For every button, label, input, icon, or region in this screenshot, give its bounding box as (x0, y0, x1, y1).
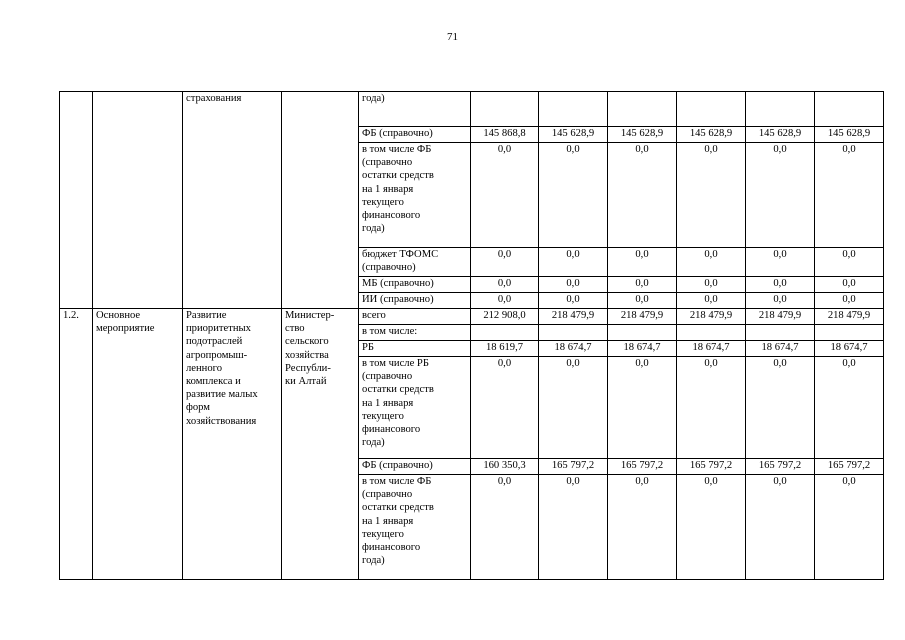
value-cell: 165 797,2 (815, 459, 884, 475)
value-cell: 145 628,9 (539, 127, 608, 143)
item-number-cell: 1.2. (60, 309, 93, 580)
value-cell (815, 92, 884, 127)
value-cell: 18 674,7 (539, 341, 608, 357)
value-cell: 0,0 (677, 293, 746, 309)
value-cell: 0,0 (608, 293, 677, 309)
value-cell: 0,0 (539, 277, 608, 293)
value-cell: 0,0 (746, 277, 815, 293)
value-cell: 0,0 (815, 475, 884, 580)
item-title-cell: страхования (183, 92, 282, 309)
value-cell: 0,0 (746, 248, 815, 277)
value-cell: 0,0 (471, 475, 539, 580)
value-cell: 218 479,9 (746, 309, 815, 325)
value-cell: 160 350,3 (471, 459, 539, 475)
value-cell: 18 619,7 (471, 341, 539, 357)
value-cell (746, 325, 815, 341)
value-cell: 0,0 (471, 277, 539, 293)
value-cell: 145 628,9 (608, 127, 677, 143)
funding-source-cell: бюджет ТФОМС (справочно) (359, 248, 471, 277)
value-cell: 0,0 (471, 293, 539, 309)
value-cell: 18 674,7 (746, 341, 815, 357)
value-cell: 165 797,2 (608, 459, 677, 475)
budget-table (59, 91, 884, 580)
value-cell: 0,0 (677, 277, 746, 293)
value-cell (539, 92, 608, 127)
value-cell: 18 674,7 (815, 341, 884, 357)
value-cell: 165 797,2 (746, 459, 815, 475)
value-cell: 218 479,9 (677, 309, 746, 325)
value-cell: 145 628,9 (677, 127, 746, 143)
value-cell (471, 325, 539, 341)
value-cell: 218 479,9 (608, 309, 677, 325)
value-cell: 18 674,7 (608, 341, 677, 357)
value-cell (815, 325, 884, 341)
value-cell: 0,0 (746, 475, 815, 580)
value-cell: 165 797,2 (677, 459, 746, 475)
value-cell: 0,0 (539, 475, 608, 580)
value-cell: 0,0 (815, 143, 884, 248)
value-cell: 0,0 (746, 293, 815, 309)
value-cell: 145 628,9 (746, 127, 815, 143)
table-row (60, 309, 884, 325)
funding-source-cell: ФБ (справочно) (359, 459, 471, 475)
value-cell: 0,0 (815, 277, 884, 293)
value-cell: 0,0 (815, 248, 884, 277)
value-cell: 212 908,0 (471, 309, 539, 325)
value-cell: 18 674,7 (677, 341, 746, 357)
value-cell: 0,0 (471, 248, 539, 277)
value-cell: 0,0 (608, 277, 677, 293)
value-cell (677, 325, 746, 341)
item-title-cell: Развитие приоритетных подотраслей агропромыш- ленного комплекса и развитие малых форм хозяйствования (183, 309, 282, 580)
funding-source-cell: в том числе ФБ (справочно остатки средств на 1 января текущего финансового года) (359, 143, 471, 248)
value-cell: 0,0 (608, 357, 677, 459)
funding-source-cell: МБ (справочно) (359, 277, 471, 293)
funding-source-cell: ИИ (справочно) (359, 293, 471, 309)
item-number-cell (60, 92, 93, 309)
funding-source-cell: в том числе РБ (справочно остатки средств на 1 января текущего финансового года) (359, 357, 471, 459)
value-cell: 145 868,8 (471, 127, 539, 143)
value-cell (677, 92, 746, 127)
funding-source-cell: РБ (359, 341, 471, 357)
value-cell: 0,0 (677, 248, 746, 277)
value-cell: 0,0 (608, 248, 677, 277)
value-cell (608, 325, 677, 341)
value-cell (608, 92, 677, 127)
value-cell: 0,0 (539, 357, 608, 459)
value-cell: 0,0 (677, 357, 746, 459)
value-cell: 0,0 (746, 143, 815, 248)
value-cell: 218 479,9 (539, 309, 608, 325)
page-number: 71 (447, 31, 458, 43)
executor-cell: Министер- ство сельского хозяйства Республи- ки Алтай (282, 309, 359, 580)
value-cell: 0,0 (471, 143, 539, 248)
value-cell (539, 325, 608, 341)
funding-source-cell: всего (359, 309, 471, 325)
funding-source-cell: года) (359, 92, 471, 127)
value-cell: 0,0 (746, 357, 815, 459)
value-cell: 0,0 (471, 357, 539, 459)
item-type-cell: Основное мероприятие (93, 309, 183, 580)
funding-source-cell: ФБ (справочно) (359, 127, 471, 143)
table-row (60, 92, 884, 127)
value-cell: 0,0 (815, 357, 884, 459)
value-cell: 145 628,9 (815, 127, 884, 143)
executor-cell (282, 92, 359, 309)
value-cell: 218 479,9 (815, 309, 884, 325)
funding-source-cell: в том числе: (359, 325, 471, 341)
value-cell: 0,0 (608, 475, 677, 580)
value-cell: 0,0 (539, 248, 608, 277)
value-cell: 0,0 (539, 293, 608, 309)
value-cell (746, 92, 815, 127)
value-cell: 0,0 (539, 143, 608, 248)
funding-source-cell: в том числе ФБ (справочно остатки средств на 1 января текущего финансового года) (359, 475, 471, 580)
value-cell: 0,0 (677, 143, 746, 248)
value-cell: 165 797,2 (539, 459, 608, 475)
value-cell: 0,0 (677, 475, 746, 580)
value-cell (471, 92, 539, 127)
item-type-cell (93, 92, 183, 309)
value-cell: 0,0 (815, 293, 884, 309)
value-cell: 0,0 (608, 143, 677, 248)
